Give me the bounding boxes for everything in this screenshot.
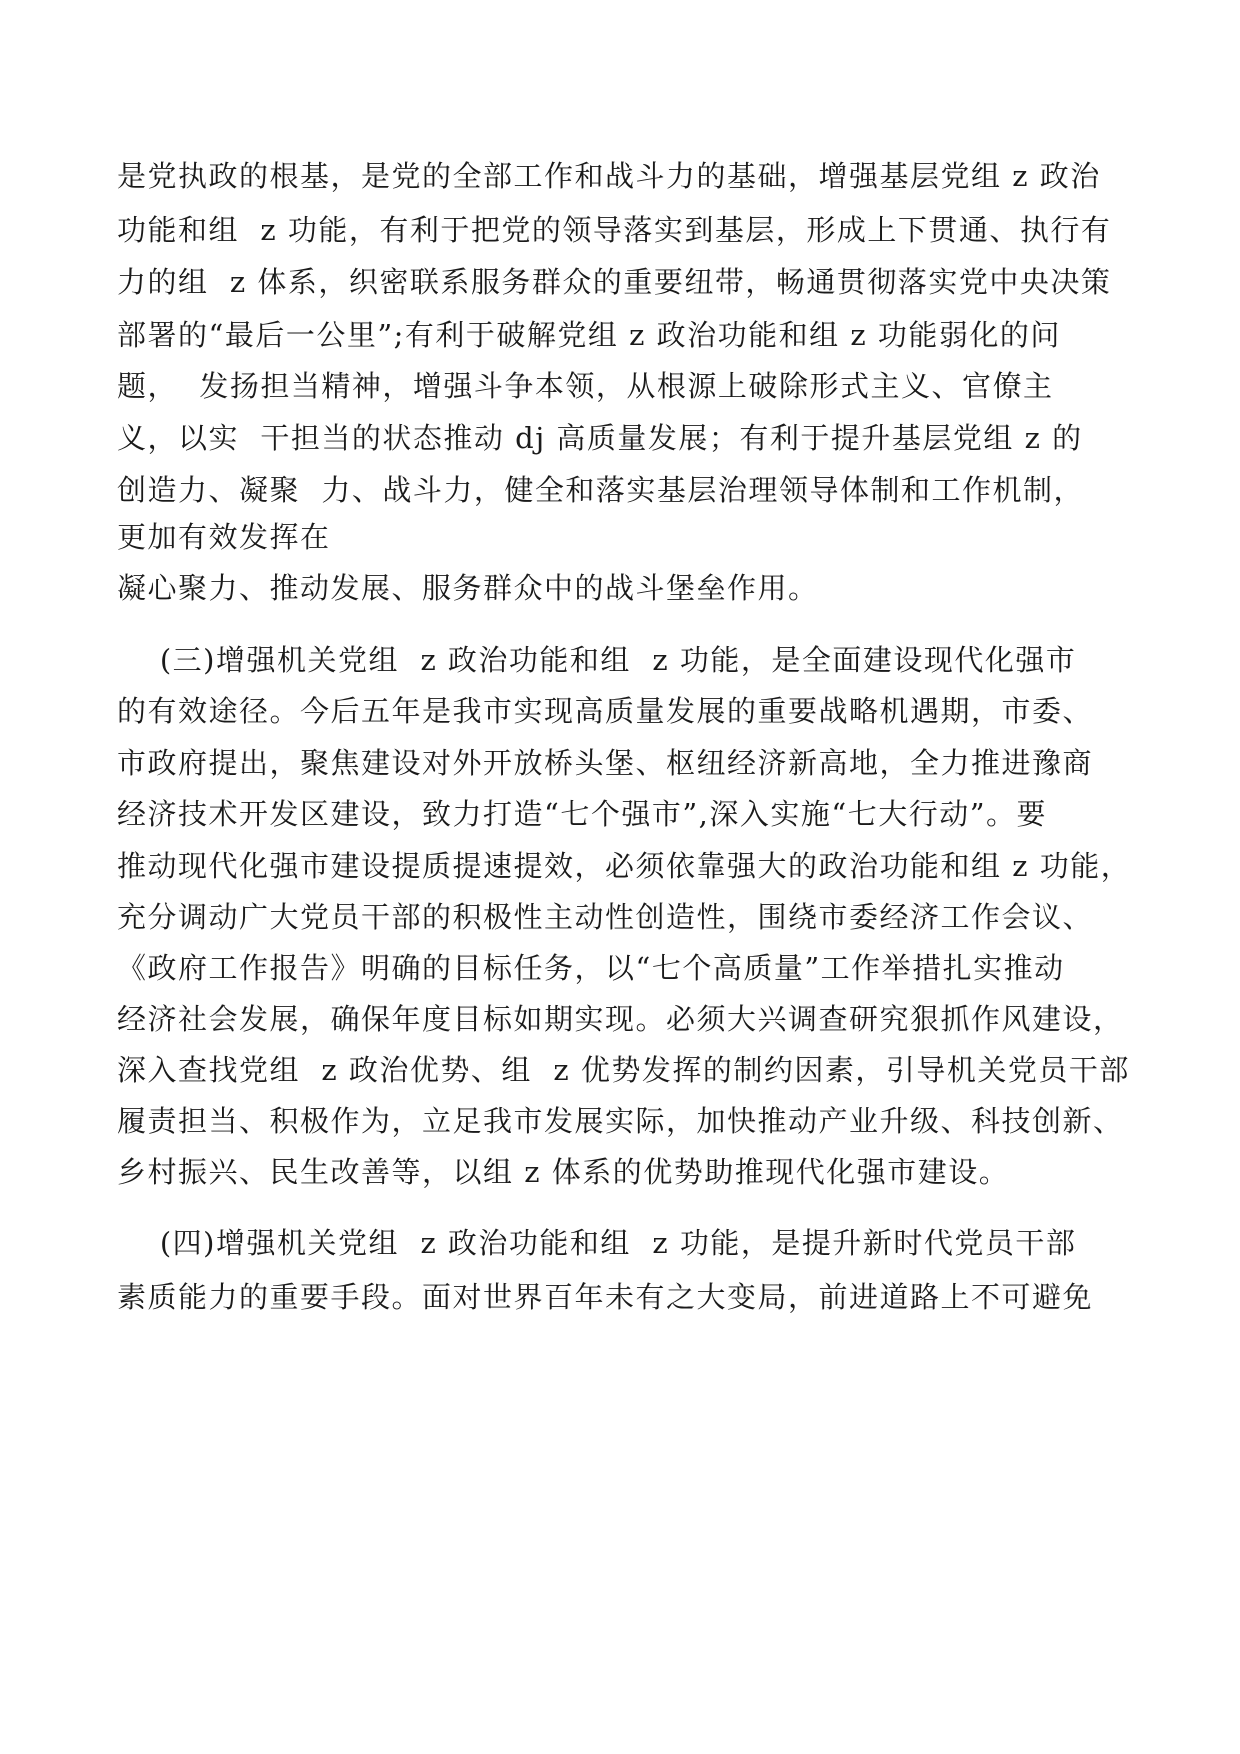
- text-line: 充分调动广大党员干部的积极性主动性创造性，围绕市委经济工作会议、: [117, 900, 1094, 934]
- text-line: (三)增强机关党组 z 政治功能和组 z 功能，是全面建设现代化强市: [117, 643, 1077, 677]
- text-line: 乡村振兴、民生改善等，以组 z 体系的优势助推现代化强市建设。: [117, 1155, 1010, 1189]
- text-line: 履责担当、积极作为，立足我市发展实际，加快推动产业升级、科技创新、: [117, 1104, 1124, 1138]
- text-line: 功能和组 z 功能，有利于把党的领导落实到基层，形成上下贯通、执行有: [117, 213, 1112, 247]
- text-line: 《政府工作报告》明确的目标任务，以“七个高质量”工作举措扎实推动: [117, 951, 1065, 985]
- text-line: (四)增强机关党组 z 政治功能和组 z 功能，是提升新时代党员干部: [117, 1226, 1077, 1260]
- text-line: 是党执政的根基，是党的全部工作和战斗力的基础，增强基层党组 z 政治: [117, 159, 1101, 193]
- text-line: 创造力、凝聚 力、战斗力，健全和落实基层治理领导体制和工作机制，: [117, 473, 1084, 507]
- text-line: 题， 发扬担当精神，增强斗争本领，从根源上破除形式主义、官僚主: [117, 369, 1054, 403]
- text-line: 经济技术开发区建设，致力打造“七个强市”,深入实施“七大行动”。要: [117, 797, 1048, 831]
- text-line: 深入查找党组 z 政治优势、组 z 优势发挥的制约因素，引导机关党员干部: [117, 1053, 1130, 1087]
- text-line: 凝心聚力、推动发展、服务群众中的战斗堡垒作用。: [117, 571, 819, 605]
- text-line: 素质能力的重要手段。面对世界百年未有之大变局，前进道路上不可避免: [117, 1280, 1094, 1314]
- text-line: 市政府提出，聚焦建设对外开放桥头堡、枢纽经济新高地，全力推进豫商: [117, 746, 1094, 780]
- text-line: 推动现代化强市建设提质提速提效，必须依靠强大的政治功能和组 z 功能，: [117, 849, 1132, 883]
- text-line: 经济社会发展，确保年度目标如期实现。必须大兴调查研究狠抓作风建设，: [117, 1002, 1124, 1036]
- text-line: 部署的“最后一公里”;有利于破解党组 z 政治功能和组 z 功能弱化的问: [117, 318, 1061, 352]
- text-line: 力的组 z 体系，织密联系服务群众的重要纽带，畅通贯彻落实党中央决策: [117, 265, 1112, 299]
- text-line: 的有效途径。今后五年是我市实现高质量发展的重要战略机遇期，市委、: [117, 694, 1094, 728]
- text-line: 更加有效发挥在: [117, 520, 331, 554]
- text-line: 义，以实 干担当的状态推动 dj 高质量发展；有利于提升基层党组 z 的: [117, 421, 1083, 455]
